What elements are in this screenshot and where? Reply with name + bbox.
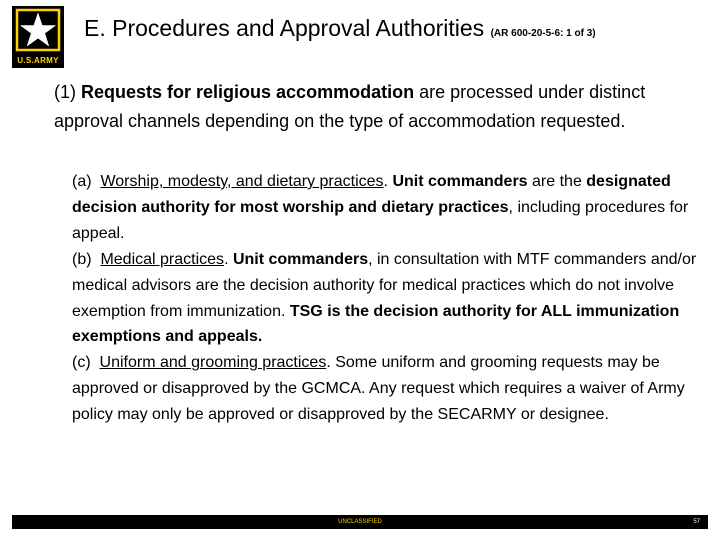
sub-item-uniform [72,350,702,428]
segment: Unit commanders [232,250,369,268]
title-text: E. Procedures and Approval Authorities [84,15,485,41]
intro-bold: Requests for religious accommodation [81,82,415,102]
segment: designated decision authority for most worship and dietary practices [72,173,671,216]
intro-rest: are processed under distinct approval channels depending on the type of accommodation requested. [54,82,646,131]
segment: . [383,173,393,190]
segment: , including procedures for appeal. [72,198,689,242]
sub-item-heading: Medical practices [100,250,225,268]
page-title [84,14,714,48]
sub-item-heading: Worship, modesty, and dietary practices [100,173,384,190]
sub-item-label: (c) [72,354,91,372]
sub-item-label: (b) [72,250,92,268]
sub-item-worship [72,169,702,247]
logo-text: U.S.ARMY [17,56,59,65]
segment: , in consultation with MTF commanders and/or medical advisors are the decision authority for medical practices which do not involve exemption from immunization. [72,250,697,320]
footer-bar [12,515,708,529]
segment: . [224,250,233,268]
segment: . Some uniform and grooming requests may be approved or disapproved by the GCMCA. Any request which requires a waiver of Army policy may only be approved or disapproved by the SECARMY or designee. [72,354,685,424]
intro-paragraph [54,78,694,136]
classification-label: UNCLASSIFIED [338,519,382,525]
army-logo [12,6,64,68]
sub-item-heading: Uniform and grooming practices [99,354,327,372]
intro-prefix: (1) [54,82,81,102]
segment: are the [527,173,587,190]
army-star-icon [12,6,64,54]
sub-item-medical [72,247,702,351]
segment: Unit commanders [392,173,528,190]
sub-items [72,169,702,428]
segment: TSG is the decision authority for ALL immunization exemptions and appeals. [72,302,680,346]
page-number: 57 [693,519,700,525]
sub-item-label: (a) [72,173,92,190]
title-reference: (AR 600-20-5-6: 1 of 3) [490,28,596,39]
